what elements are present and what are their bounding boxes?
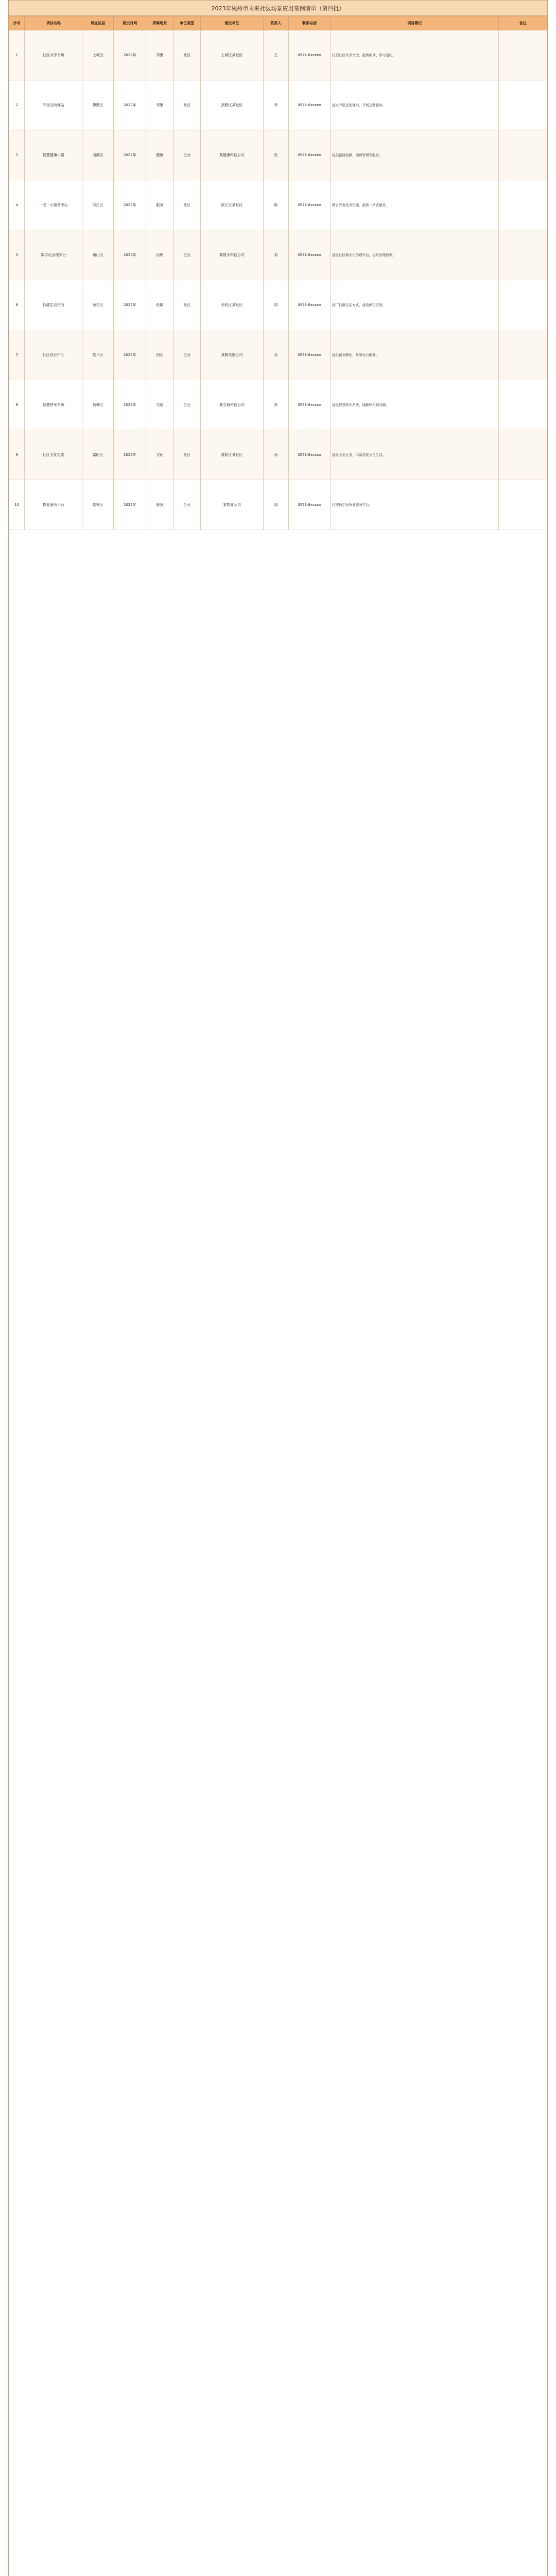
cell-build-unit: 某数字科技公司 — [201, 230, 264, 280]
cell-row-number: 10 — [9, 480, 25, 530]
cell-phone: 0571-8xxxxx — [288, 30, 330, 80]
cell-phone: 0571-8xxxxx — [288, 480, 330, 530]
cell-build-date: 2022年 — [114, 130, 146, 180]
cell-phone: 0571-8xxxxx — [288, 230, 330, 280]
cell-project-overview: 打造数字化物业服务平台。 — [331, 480, 499, 530]
cell-scene: 服务 — [146, 180, 173, 230]
cell-project-name: 智慧健康小屋 — [25, 130, 82, 180]
cell-build-date: 2022年 — [114, 330, 146, 380]
cell-build-unit: 某孵化器公司 — [201, 330, 264, 380]
cell-scene: 交通 — [146, 380, 173, 430]
cell-contact: 吴 — [264, 330, 289, 380]
cell-note — [499, 130, 547, 180]
cell-contact: 张 — [264, 130, 289, 180]
cell-unit-type: 社区 — [173, 180, 201, 230]
cell-unit-type: 企业 — [173, 230, 201, 280]
column-header: 联系电话 — [288, 16, 330, 30]
cell-phone: 0571-8xxxxx — [288, 380, 330, 430]
cell-row-number: 4 — [9, 180, 25, 230]
cell-project-name: 社区创业中心 — [25, 330, 82, 380]
table-header-row — [9, 16, 547, 30]
column-header: 联系人 — [264, 16, 289, 30]
cell-district: 临安区 — [82, 480, 114, 530]
cell-build-unit: 某交通科技公司 — [201, 380, 264, 430]
cell-phone: 0571-8xxxxx — [288, 330, 330, 380]
cell-scene: 健康 — [146, 130, 173, 180]
cell-build-unit: 富阳区某社区 — [201, 430, 264, 480]
cell-scene: 文化 — [146, 430, 173, 480]
cell-project-overview: 提供健康检测、慢病管理等服务。 — [331, 130, 499, 180]
cell-note — [499, 380, 547, 430]
cell-scene: 创业 — [146, 330, 173, 380]
cell-build-date: 2022年 — [114, 180, 146, 230]
cell-unit-type: 社区 — [173, 80, 201, 130]
cell-project-overview: 建立邻里互助驿站，开展互助服务。 — [331, 80, 499, 130]
cell-project-name: 社区共享书房 — [25, 30, 82, 80]
cell-note — [499, 230, 547, 280]
table-row — [9, 480, 547, 530]
cell-build-date: 2022年 — [114, 30, 146, 80]
cell-build-unit: 某物业公司 — [201, 480, 264, 530]
cell-note — [499, 180, 547, 230]
table-row — [9, 280, 547, 330]
cell-build-date: 2022年 — [114, 480, 146, 530]
cell-unit-type: 企业 — [173, 330, 201, 380]
cell-phone: 0571-8xxxxx — [288, 280, 330, 330]
cell-contact: 刘 — [264, 230, 289, 280]
cell-row-number: 9 — [9, 430, 25, 480]
table-row — [9, 180, 547, 230]
cell-build-date: 2022年 — [114, 280, 146, 330]
column-header: 项目名称 — [25, 16, 82, 30]
cell-row-number: 5 — [9, 230, 25, 280]
cell-row-number: 1 — [9, 30, 25, 80]
column-header: 建设单位 — [201, 16, 264, 30]
table-row — [9, 80, 547, 130]
table-container — [8, 15, 548, 2576]
column-header: 单位类型 — [173, 16, 201, 30]
cell-district: 钱塘区 — [82, 380, 114, 430]
cell-scene: 邻里 — [146, 30, 173, 80]
cell-project-name: 一老一小服务中心 — [25, 180, 82, 230]
cell-project-name: 低碳生活空间 — [25, 280, 82, 330]
cell-scene: 低碳 — [146, 280, 173, 330]
table-title-text: 2023年杭州市未来社区场景应用案例清单（第四批） — [211, 5, 345, 12]
cell-district: 临平区 — [82, 330, 114, 380]
cell-district: 拱墅区 — [82, 80, 114, 130]
cell-project-overview: 建设智慧停车系统，缓解停车难问题。 — [331, 380, 499, 430]
cell-note — [499, 80, 547, 130]
cell-unit-type: 企业 — [173, 380, 201, 430]
cell-build-date: 2022年 — [114, 230, 146, 280]
cell-project-overview: 建设社区数字化治理平台，提升治理效率。 — [331, 230, 499, 280]
column-header: 项目概况 — [331, 16, 499, 30]
cell-project-name: 智慧停车系统 — [25, 380, 82, 430]
cell-project-overview: 整合养老托育资源，提供一站式服务。 — [331, 180, 499, 230]
cell-phone: 0571-8xxxxx — [288, 180, 330, 230]
table-row — [9, 330, 547, 380]
cell-district: 上城区 — [82, 30, 114, 80]
cell-contact: 陈 — [264, 180, 289, 230]
cell-contact: 钱 — [264, 480, 289, 530]
cell-row-number: 6 — [9, 280, 25, 330]
cell-project-overview: 提供创业孵化、共享办公服务。 — [331, 330, 499, 380]
table-row — [9, 30, 547, 80]
column-header: 备注 — [499, 16, 547, 30]
cell-unit-type: 企业 — [173, 130, 201, 180]
table-row — [9, 130, 547, 180]
column-header: 所在区县 — [82, 16, 114, 30]
cell-district: 西湖区 — [82, 130, 114, 180]
table-row — [9, 430, 547, 480]
column-header: 所属场景 — [146, 16, 173, 30]
cell-build-date: 2022年 — [114, 380, 146, 430]
cell-district: 萧山区 — [82, 230, 114, 280]
cell-build-date: 2022年 — [114, 430, 146, 480]
cell-scene: 邻里 — [146, 80, 173, 130]
cell-project-overview: 打造社区共享书房，提供阅读、学习空间。 — [331, 30, 499, 80]
cell-phone: 0571-8xxxxx — [288, 130, 330, 180]
cell-note — [499, 30, 547, 80]
cell-project-name: 邻里互助驿站 — [25, 80, 82, 130]
cell-district: 滨江区 — [82, 180, 114, 230]
cell-project-name: 物业服务平台 — [25, 480, 82, 530]
cell-unit-type: 企业 — [173, 480, 201, 530]
cell-contact: 王 — [264, 30, 289, 80]
table-body — [9, 30, 547, 530]
cell-contact: 郑 — [264, 380, 289, 430]
cell-row-number: 8 — [9, 380, 25, 430]
cell-scene: 服务 — [146, 480, 173, 530]
cell-build-unit: 上城区某社区 — [201, 30, 264, 80]
cell-unit-type: 社区 — [173, 30, 201, 80]
cell-phone: 0571-8xxxxx — [288, 80, 330, 130]
cell-build-unit: 余杭区某社区 — [201, 280, 264, 330]
cell-phone: 0571-8xxxxx — [288, 430, 330, 480]
cell-note — [499, 330, 547, 380]
cell-note — [499, 280, 547, 330]
table-row — [9, 380, 547, 430]
cell-district: 余杭区 — [82, 280, 114, 330]
cell-project-name: 数字化治理平台 — [25, 230, 82, 280]
cell-build-date: 2022年 — [114, 80, 146, 130]
cell-project-overview: 推广低碳生活方式，建设绿色空间。 — [331, 280, 499, 330]
cell-project-name: 社区文化礼堂 — [25, 430, 82, 480]
cell-row-number: 3 — [9, 130, 25, 180]
cell-contact: 孙 — [264, 430, 289, 480]
cell-unit-type: 社区 — [173, 430, 201, 480]
cell-row-number: 2 — [9, 80, 25, 130]
table-title — [8, 0, 548, 16]
cell-row-number: 7 — [9, 330, 25, 380]
cell-unit-type: 社区 — [173, 280, 201, 330]
cell-project-overview: 建设文化礼堂，丰富居民文化生活。 — [331, 430, 499, 480]
case-table — [9, 16, 547, 530]
column-header: 建设时间 — [114, 16, 146, 30]
cell-scene: 治理 — [146, 230, 173, 280]
cell-build-unit: 某健康科技公司 — [201, 130, 264, 180]
cell-district: 富阳区 — [82, 430, 114, 480]
table-row — [9, 230, 547, 280]
cell-contact: 周 — [264, 280, 289, 330]
cell-build-unit: 拱墅区某社区 — [201, 80, 264, 130]
cell-contact: 李 — [264, 80, 289, 130]
cell-build-unit: 滨江区某社区 — [201, 180, 264, 230]
cell-note — [499, 430, 547, 480]
cell-note — [499, 480, 547, 530]
column-header: 序号 — [9, 16, 25, 30]
